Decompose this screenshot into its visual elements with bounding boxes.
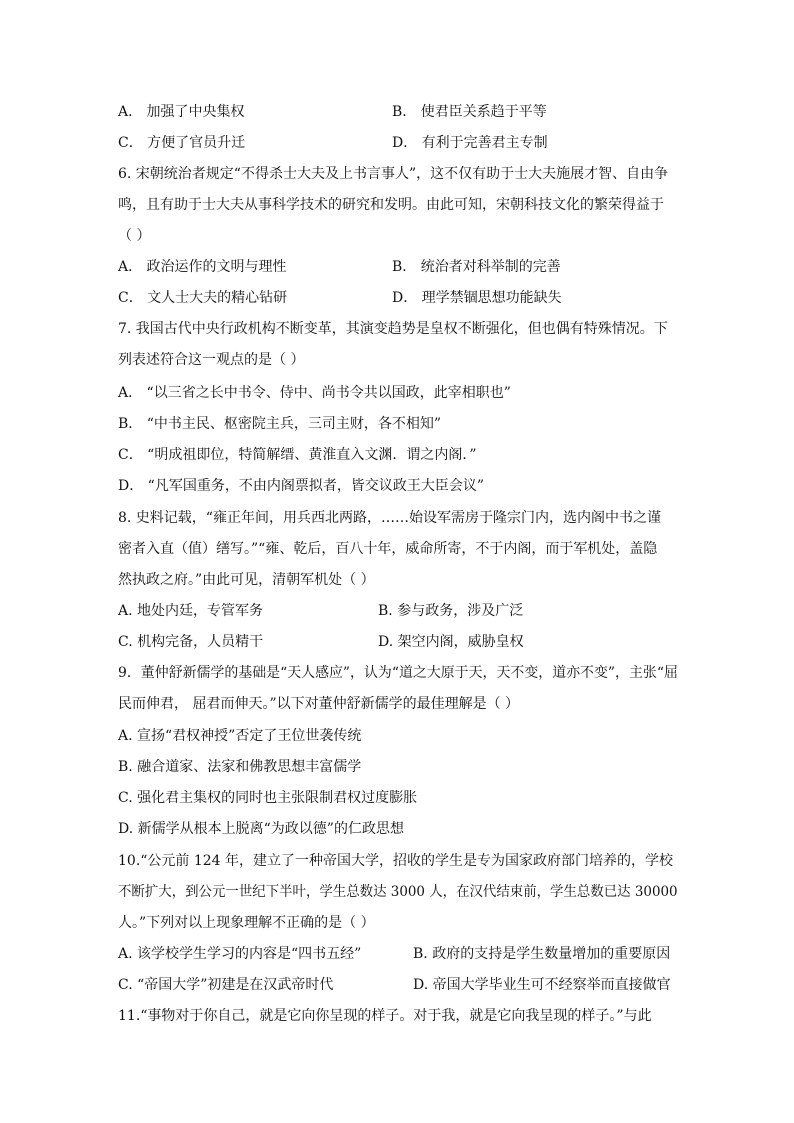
q8-option-c: C. 机构完备，人员精干 xyxy=(118,634,264,650)
q6-stem-line-1: 6. 宋朝统治者规定“不得杀士大夫及上书言事人”，这不仅有助于士大夫施展才智、自由争 xyxy=(118,166,669,182)
q10-stem-line-1: 10.“公元前 124 年，建立了一种帝国大学，招收的学生是专为国家政府部门培养的，学校 xyxy=(118,853,674,869)
q5-option-c: C． 方便了官员升迁 xyxy=(118,135,246,151)
q6-option-b: B． 统治者对科举制的完善 xyxy=(392,259,561,275)
q7-option-d: D． “凡军国重务，不由内阁票拟者，皆交议政王大臣会议” xyxy=(118,478,484,494)
q7-stem-line-2: 列表述符合这一观点的是（ ） xyxy=(118,352,305,368)
q6-option-c: C． 文人士大夫的精心钻研 xyxy=(118,290,288,306)
q8-stem-line-3: 然执政之府。”由此可见，清朝军机处（ ） xyxy=(118,572,375,588)
q10-stem-line-3: 人。”下列对以上现象理解不正确的是（ ） xyxy=(118,915,375,931)
q7-option-b: B． “中书主民、枢密院主兵，三司主财，各不相知” xyxy=(118,416,442,432)
q5-option-a: A． 加强了中央集权 xyxy=(118,104,245,120)
q11-stem-line-1: 11.“事物对于你自己，就是它向你呈现的样子。对于我，就是它向我呈现的样子。”与此 xyxy=(118,1008,652,1024)
q8-option-b: B. 参与政务，涉及广泛 xyxy=(378,603,524,619)
q6-option-a: A． 政治运作的文明与理性 xyxy=(118,259,287,275)
q6-option-d: D． 理学禁锢思想功能缺失 xyxy=(392,290,562,306)
q9-option-a: A. 宣扬“君权神授”否定了王位世袭传统 xyxy=(118,728,362,744)
q6-stem-line-2: 鸣，且有助于士大夫从事科学技术的研究和发明。由此可知，宋朝科技文化的繁荣得益于 xyxy=(118,197,664,213)
q9-option-d: D. 新儒学从根本上脱离“为政以德”的仁政思想 xyxy=(118,821,404,837)
q8-option-d: D. 架空内阁，威胁皇权 xyxy=(378,634,524,650)
q9-stem-line-2: 民而伸君， 屈君而伸天。”以下对董仲舒新儒学的最佳理解是（ ） xyxy=(118,696,520,712)
q5-option-b: B． 使君臣关系趋于平等 xyxy=(392,104,547,120)
q8-option-a: A. 地处内廷，专管军务 xyxy=(118,603,264,619)
q8-stem-line-2: 密者入直（值）缮写。”“雍、乾后，百八十年，威命所寄，不于内阁，而于军机处，盖隐 xyxy=(118,541,658,557)
q10-option-c: C. “帝国大学”初建是在汉武帝时代 xyxy=(118,977,334,993)
q9-option-c: C. 强化君主集权的同时也主张限制君权过度膨胀 xyxy=(118,790,418,806)
q7-stem-line-1: 7. 我国古代中央行政机构不断变革，其演变趋势是皇权不断强化，但也偶有特殊情况。下 xyxy=(118,321,668,337)
q6-answer-blank: （ ） xyxy=(118,228,151,244)
q7-option-a: A． “以三省之长中书令、侍中、尚书令共以国政，此宰相职也” xyxy=(118,385,511,401)
q5-option-d: D． 有利于完善君主专制 xyxy=(392,135,548,151)
q10-option-d: D. 帝国大学毕业生可不经察举而直接做官 xyxy=(413,977,671,993)
q8-stem-line-1: 8. 史料记载，“雍正年间，用兵西北两路，……始设军需房于隆宗门内，选内阁中书之谨 xyxy=(118,510,661,526)
q9-option-b: B. 融合道家、法家和佛教思想丰富儒学 xyxy=(118,759,362,775)
q7-option-c: C． “明成祖即位，特简解缙、黄淮直入文渊．谓之内阁．” xyxy=(118,447,477,463)
q10-stem-line-2: 不断扩大，到公元一世纪下半叶，学生总数达 3000 人，在汉代结束前，学生总数已达 30000 xyxy=(118,884,678,900)
q10-option-a: A. 该学校学生学习的内容是“四书五经” xyxy=(118,946,362,962)
q10-option-b: B. 政府的支持是学生数量增加的重要原因 xyxy=(413,946,671,962)
q9-stem-line-1: 9．董仲舒新儒学的基础是“天人感应”，认为“道之大原于天，天不变，道亦不变”，主张“屈 xyxy=(118,665,678,681)
